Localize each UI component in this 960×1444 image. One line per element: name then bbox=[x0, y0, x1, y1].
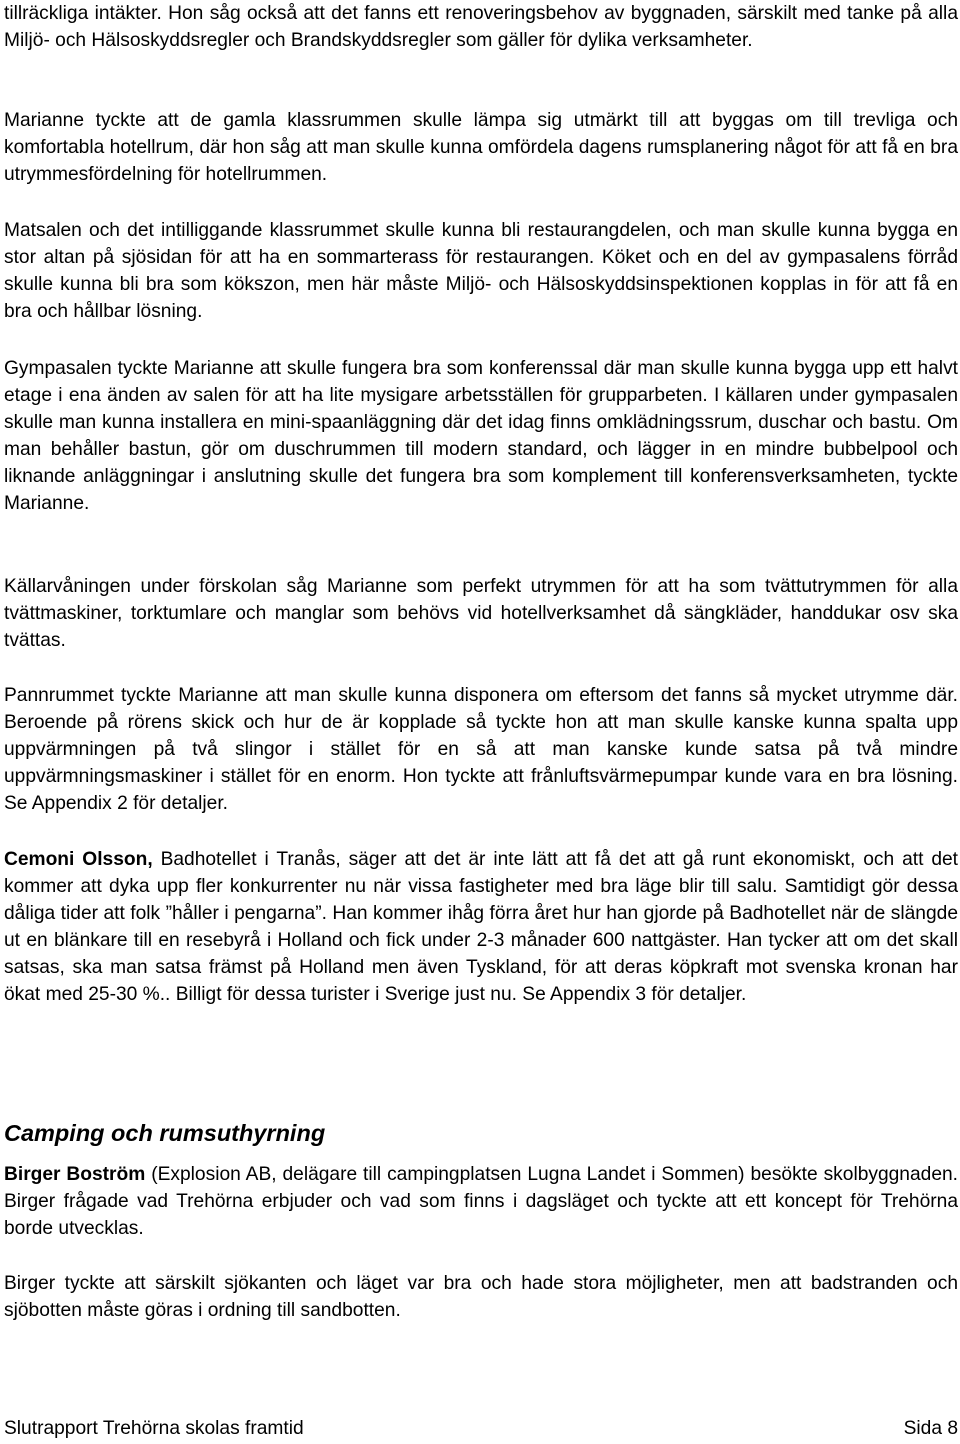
person-name-cemoni: Cemoni Olsson, bbox=[4, 849, 153, 870]
paragraph-kallarvaningen: Källarvåningen under förskolan såg Marianne som perfekt utrymmen för att ha som tvättutrymmen för alla tvättmaskiner, torktumlare och manglar som behövs vid hotellverksamhet då sängkläder, handdukar osv ska tvättas. bbox=[4, 576, 958, 651]
paragraph-klassrummen: Marianne tyckte att de gamla klassrummen skulle lämpa sig utmärkt till att byggas om till trevliga och komfortabla hotellrum, där hon såg att man skulle kunna omfördela dagens rumsplanering något för att få en bra utrymmesfördelning för hotellrummen. bbox=[4, 110, 958, 185]
footer-page-number: Sida 8 bbox=[903, 1418, 958, 1439]
person-name-birger: Birger Boström bbox=[4, 1164, 146, 1185]
paragraph-cemoni-olsson bbox=[4, 846, 958, 1008]
paragraph-birger-2: Birger tyckte att särskilt sjökanten och läget var bra och hade stora möjligheter, men att badstranden och sjöbotten måste göras i ordning till sandbotten. bbox=[4, 1273, 958, 1321]
page-footer bbox=[4, 1415, 958, 1442]
paragraph-gympasalen: Gympasalen tyckte Marianne att skulle fungera bra som konferenssal där man skulle kunna bygga upp ett halvt etage i ena änden av salen för att ha lite mysigare arbetsställen för grupparbeten. I källaren under gympasalen skulle man kunna installera en mini-spaanläggning där det idag finns omklädningssrum, duschar och bastu. Om man behåller bastun, gör om duschrummen till modern standard, och lägger in en mindre bubbelpool och liknande anläggningar i anslutning skulle det fungera bra som komplement till konferensverksamheten, tyckte Marianne. bbox=[4, 358, 958, 514]
paragraph-pannrummet: Pannrummet tyckte Marianne att man skulle kunna disponera om eftersom det fanns så mycket utrymme där. Beroende på rörens skick och hur de är kopplade så tyckte hon att man skulle kanske kunna spalta upp uppvärmningen på två slingor i stället för en så att man kanske kunde satsa på två mindre uppvärmningsmaskiner i stället för en enorm. Hon tyckte att frånluftsvärmepumpar kunde vara en bra lösning. Se Appendix 2 för detaljer. bbox=[4, 685, 958, 814]
paragraph-cemoni-text: Badhotellet i Tranås, säger att det är inte lätt att få det att gå runt ekonomiskt, och att det kommer att dyka upp fler konkurrenter nu när vissa fastigheter med bra läge blir till salu. Samtidigt gör dessa dåliga tider att folk ”håller i pengarna”. Han kommer ihåg förra året hur han gjorde på Badhotellet när de slängde ut en blänkare till en resebyrå i Holland och fick under 2-3 månader 600 nattgäster. Han tycker att om det skall satsas, ska man satsa främst på Holland men även Tyskland, för att deras köpkraft mot svenska kronan har ökat med 25-30 %.. Billigt för dessa turister i Sverige just nu. Se Appendix 3 för detaljer. bbox=[4, 849, 958, 1005]
paragraph-intakter: tillräckliga intäkter. Hon såg också att det fanns ett renoveringsbehov av byggnaden, särskilt med tanke på alla Miljö- och Hälsoskyddsregler och Brandskyddsregler som gäller för dylika verksamheter. bbox=[4, 3, 958, 51]
section-heading-camping: Camping och rumsuthyrning bbox=[4, 1120, 326, 1146]
paragraph-birger-text: (Explosion AB, delägare till campingplatsen Lugna Landet i Sommen) besökte skolbyggnaden. Birger frågade vad Trehörna erbjuder och vad som finns i dagsläget och tyckte att ett koncept för Trehörna borde utvecklas. bbox=[4, 1164, 958, 1239]
footer-title: Slutrapport Trehörna skolas framtid bbox=[4, 1418, 304, 1439]
paragraph-birger-1 bbox=[4, 1161, 958, 1242]
paragraph-matsalen: Matsalen och det intilliggande klassrummet skulle kunna bli restaurangdelen, och man skulle kunna bygga en stor altan på sjösidan för att ha en sommarterass för restaurangen. Köket och en del av gympasalens förråd skulle kunna bli bra som kökszon, men här måste Miljö- och Hälsoskyddsinspektionen kopplas in för att få en bra och hållbar lösning. bbox=[4, 220, 958, 322]
